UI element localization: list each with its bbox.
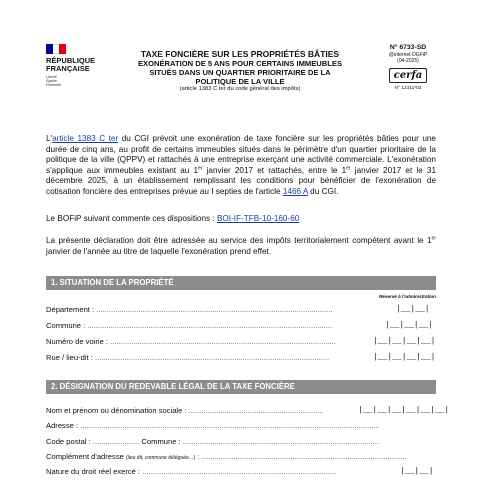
field-label: Département : (46, 305, 97, 314)
postal-code-dots: ...................... (92, 437, 140, 446)
field-label: Commune : (46, 321, 88, 330)
intro-paragraph-2 (46, 214, 436, 225)
superscript: er (431, 235, 436, 242)
field-dots: ................................................................ (188, 406, 324, 415)
postal-code-label: Code postal : (46, 437, 93, 446)
motto-egalite: Égalité (46, 79, 57, 83)
cerfa-block (378, 44, 438, 92)
logo-line1: RÉPUBLIQUE (46, 56, 96, 65)
intro-paragraph-3 (46, 236, 436, 257)
commune-code-box[interactable]: |__|__|__| (385, 321, 434, 330)
redevable-name-field[interactable] (46, 406, 352, 416)
intro-text: janvier 2017 et le 31 décembre 2025, à un établissement remplissant les conditions pour bénéficier de l'exonération de cotisation foncière des entreprises prévue au I septies de l'article (46, 165, 437, 196)
field-dots: ............................................................................................................... (94, 353, 330, 362)
intro-paragraph-1 (46, 134, 436, 197)
field-label: Nom et prénom ou dénomination sociale : (46, 406, 189, 415)
intro-text: janvier 2017 et rattachés, entre le 1 (202, 165, 347, 175)
departement-code-box[interactable]: |__|__| (396, 305, 430, 314)
form-source: @internet-DGFiP (388, 52, 428, 58)
intro-text: du CGI prévoit une exonération de taxe foncière sur les propriétés bâties pour une durée de cinq ans, au profit de certains immeubles situés dans le périmètre d'un quartier prioritaire de la politique de la ville (QPPV) et rattachés à une entreprise exerçant une activité commerciale. L'exonération s'applique aux immeubles existant au 1 (46, 134, 436, 175)
commune-dots: ............................................................................................. (182, 437, 379, 446)
field-label: Adresse : (46, 421, 81, 430)
intro-text: janvier de l'année au titre de laquelle l'exonération prend effet. (46, 246, 272, 256)
commune-label: Commune : (141, 437, 183, 446)
postal-commune-field[interactable] (46, 437, 436, 447)
complement-address-field[interactable] (46, 452, 436, 462)
form-legal-reference: (article 1383 C ter du code général des impôts) (179, 86, 301, 92)
field-label: Rue / lieu-dit : (46, 353, 95, 362)
field-label: Complément d'adresse (46, 452, 126, 461)
field-dots: .................................................................................................................... (87, 321, 333, 330)
form-title: TAXE FONCIÈRE SUR LES PROPRIÉTÉS BÂTIES (140, 49, 340, 59)
motto-fraternite: Fraternité (46, 83, 61, 87)
field-dots: .............................................................................................................................................. (80, 421, 380, 430)
section-2-header: 2. DÉSIGNATION DU REDEVABLE LÉGAL DE LA TAXE FONCIÈRE (46, 380, 436, 394)
flag-icon (46, 44, 66, 54)
droit-reel-field[interactable] (46, 467, 386, 477)
field-dots: ........................................................................................................... (110, 337, 336, 346)
form-edition: (04-2025) (397, 58, 419, 64)
intro-text: du CGI. (307, 186, 339, 196)
rue-code-box[interactable]: |__|__|__|__| (373, 353, 436, 362)
field-dots: : ................................................................................................. (195, 452, 407, 461)
intro-text: Le BOFiP suivant commente ces dispositions : (46, 214, 217, 223)
field-hint: (lieu dit, commune déléguée…) (125, 455, 196, 461)
article-1383-link[interactable]: article 1383 C ter (52, 134, 119, 143)
field-dots: ................................................................................................................ (96, 305, 333, 314)
address-field[interactable] (46, 421, 436, 431)
cerfa-code: N° 12311*03 (394, 86, 422, 91)
article-1466a-link[interactable]: 1466 A (282, 186, 308, 196)
form-title-block (110, 49, 370, 93)
numero-voirie-code-box[interactable]: |__|__|__|__| (373, 337, 436, 346)
field-dots: ............................................................................................ (142, 467, 337, 476)
logo-line2: FRANÇAISE (46, 64, 90, 73)
redevable-name-code-box[interactable]: |__|__|__|__|__|__| (358, 406, 450, 415)
bofip-link[interactable]: BOI-IF-TFB-10-160-60 (216, 214, 300, 223)
motto-liberte: Liberté (46, 75, 57, 79)
form-subtitle-3: POLITIQUE DE LA VILLE (195, 77, 285, 86)
superscript: er (198, 164, 203, 171)
droit-reel-code-box[interactable]: |__|__| (400, 467, 434, 476)
commune-field[interactable] (46, 321, 351, 331)
form-subtitle-1: EXONÉRATION DE 5 ANS POUR CERTAINS IMMEUBLES (137, 59, 343, 68)
reserved-admin-label: Réservé à l'administration (378, 294, 436, 299)
intro-text: La présente déclaration doit être adressée au service des impôts territorialement compétent avant le 1 (46, 236, 432, 245)
superscript: er (346, 164, 351, 171)
cerfa-logo: cerfa (389, 68, 428, 83)
departement-field[interactable] (46, 305, 351, 315)
field-label: Nature du droit réel exercé : (46, 467, 143, 476)
form-number: N° 6733-SD (389, 44, 427, 51)
section-1-header: 1. SITUATION DE LA PROPRIÉTÉ (46, 276, 436, 290)
logo-motto (46, 75, 106, 87)
field-label: Numéro de voirie : (46, 337, 111, 346)
numero-voirie-field[interactable] (46, 337, 351, 347)
intro-text: L' (46, 134, 53, 143)
form-subtitle-2: SITUÉS DANS UN QUARTIER PRIORITAIRE DE LA (149, 68, 331, 77)
republique-francaise-logo (46, 44, 106, 87)
rue-lieu-dit-field[interactable] (46, 353, 351, 363)
